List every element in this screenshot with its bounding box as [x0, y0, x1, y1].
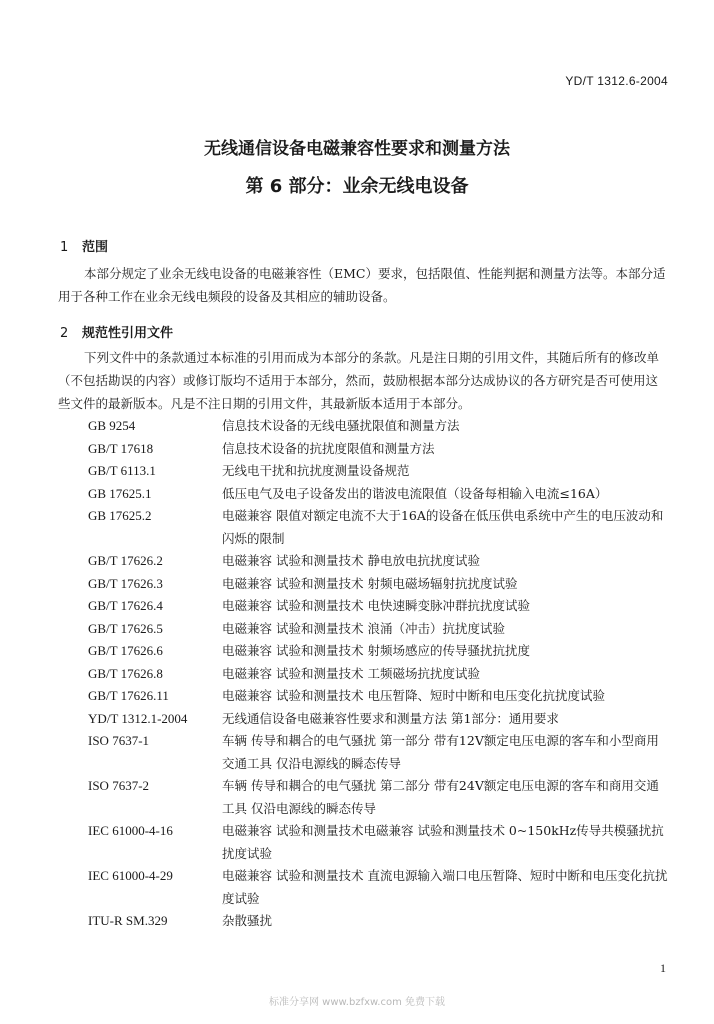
reference-code: GB 17625.2	[88, 508, 152, 523]
reference-item	[88, 685, 668, 708]
reference-title: 车辆 传导和耦合的电气骚扰 第一部分 带有12V额定电压电源的客车和小型商用交通工具 仅沿电源线的瞬态传导	[222, 733, 659, 771]
section-2-title: 规范性引用文件	[82, 326, 174, 341]
reference-title: 车辆 传导和耦合的电气骚扰 第二部分 带有24V额定电压电源的客车和商用交通工具 仅沿电源线的瞬态传导	[222, 778, 659, 816]
section-2-heading	[60, 322, 173, 341]
section-1-paragraph: 本部分规定了业余无线电设备的电磁兼容性（EMC）要求，包括限值、性能判据和测量方法等。本部分适用于各种工作在业余无线电频段的设备及其相应的辅助设备。	[58, 266, 666, 304]
reference-title: 电磁兼容 试验和测量技术 射频场感应的传导骚扰抗扰度	[222, 643, 530, 658]
reference-item	[88, 865, 668, 910]
reference-code: GB/T 17626.6	[88, 643, 163, 658]
section-1-title: 范围	[82, 240, 109, 255]
reference-title: 无线通信设备电磁兼容性要求和测量方法 第1部分：通用要求	[222, 710, 559, 726]
reference-code: YD/T 1312.1-2004	[88, 710, 188, 726]
reference-code: GB/T 17626.8	[88, 665, 163, 681]
reference-code: ISO 7637-2	[88, 778, 150, 793]
reference-title: 信息技术设备的无线电骚扰限值和测量方法	[222, 418, 460, 433]
reference-code: ISO 7637-1	[88, 733, 150, 748]
section-2-paragraph: 下列文件中的条款通过本标准的引用而成为本部分的条款。凡是注日期的引用文件，其随后所有的修改单（不包括勘误的内容）或修订版均不适用于本部分，然而，鼓励根据本部分达成协议的各方研究是否可使用这些文件的最新版本。凡是不注日期的引用文件，其最新版本适用于本部分。	[58, 350, 660, 411]
reference-title: 电磁兼容 试验和测量技术 直流电源输入端口电压暂降、短时中断和电压变化抗扰度试验	[222, 868, 668, 906]
reference-title: 电磁兼容 试验和测量技术 工频磁场抗扰度试验	[222, 665, 480, 681]
reference-title: 电磁兼容 限值对额定电流不大于16A的设备在低压供电系统中产生的电压波动和闪烁的限制	[222, 508, 664, 546]
reference-item	[88, 910, 668, 933]
reference-item	[88, 483, 668, 506]
reference-list	[88, 415, 668, 933]
reference-title: 电磁兼容 试验和测量技术 电快速瞬变脉冲群抗扰度试验	[222, 598, 530, 613]
reference-item	[88, 640, 668, 663]
reference-item	[88, 550, 668, 573]
reference-code: GB/T 17626.4	[88, 598, 163, 613]
watermark: 标准分享网 www.bzfxw.com 免费下载	[269, 997, 445, 1008]
reference-title: 杂散骚扰	[222, 913, 273, 928]
reference-item	[88, 595, 668, 618]
reference-item	[88, 775, 668, 820]
reference-code: IEC 61000-4-29	[88, 868, 173, 883]
reference-item	[88, 415, 668, 438]
section-1-heading	[60, 236, 108, 255]
reference-title: 电磁兼容 试验和测量技术电磁兼容 试验和测量技术 0~150kHz传导共模骚扰抗扰度试验	[222, 823, 664, 861]
page-number: 1	[660, 961, 666, 975]
reference-item	[88, 505, 668, 550]
reference-code: GB 17625.1	[88, 485, 152, 501]
reference-code: GB/T 17618	[88, 440, 154, 456]
reference-code: GB/T 6113.1	[88, 463, 156, 478]
reference-title: 低压电气及电子设备发出的谐波电流限值（设备每相输入电流≤16A）	[222, 485, 608, 501]
reference-item	[88, 708, 668, 731]
reference-title: 电磁兼容 试验和测量技术 浪涌（冲击）抗扰度试验	[222, 620, 505, 636]
reference-item	[88, 730, 668, 775]
reference-title: 信息技术设备的抗扰度限值和测量方法	[222, 440, 435, 456]
section-2-number: 2	[60, 326, 69, 341]
reference-code: IEC 61000-4-16	[88, 823, 173, 838]
reference-code: ITU-R SM.329	[88, 913, 168, 928]
reference-title: 电磁兼容 试验和测量技术 射频电磁场辐射抗扰度试验	[222, 575, 518, 591]
reference-item	[88, 460, 668, 483]
reference-code: GB/T 17626.2	[88, 553, 163, 568]
standard-code: YD/T 1312.6-2004	[565, 74, 668, 88]
reference-item	[88, 618, 668, 641]
reference-code: GB/T 17626.3	[88, 575, 163, 591]
document-subtitle: 第 6 部分：业余无线电设备	[245, 176, 469, 197]
reference-title: 电磁兼容 试验和测量技术 电压暂降、短时中断和电压变化抗扰度试验	[222, 688, 605, 703]
document-title: 无线通信设备电磁兼容性要求和测量方法	[204, 139, 510, 159]
reference-code: GB 9254	[88, 418, 136, 433]
reference-item	[88, 573, 668, 596]
reference-item	[88, 438, 668, 461]
reference-item	[88, 820, 668, 865]
reference-code: GB/T 17626.5	[88, 620, 163, 636]
reference-item	[88, 663, 668, 686]
section-1-number: 1	[60, 240, 69, 255]
reference-title: 无线电干扰和抗扰度测量设备规范	[222, 463, 410, 478]
reference-title: 电磁兼容 试验和测量技术 静电放电抗扰度试验	[222, 553, 480, 568]
reference-code: GB/T 17626.11	[88, 688, 169, 703]
